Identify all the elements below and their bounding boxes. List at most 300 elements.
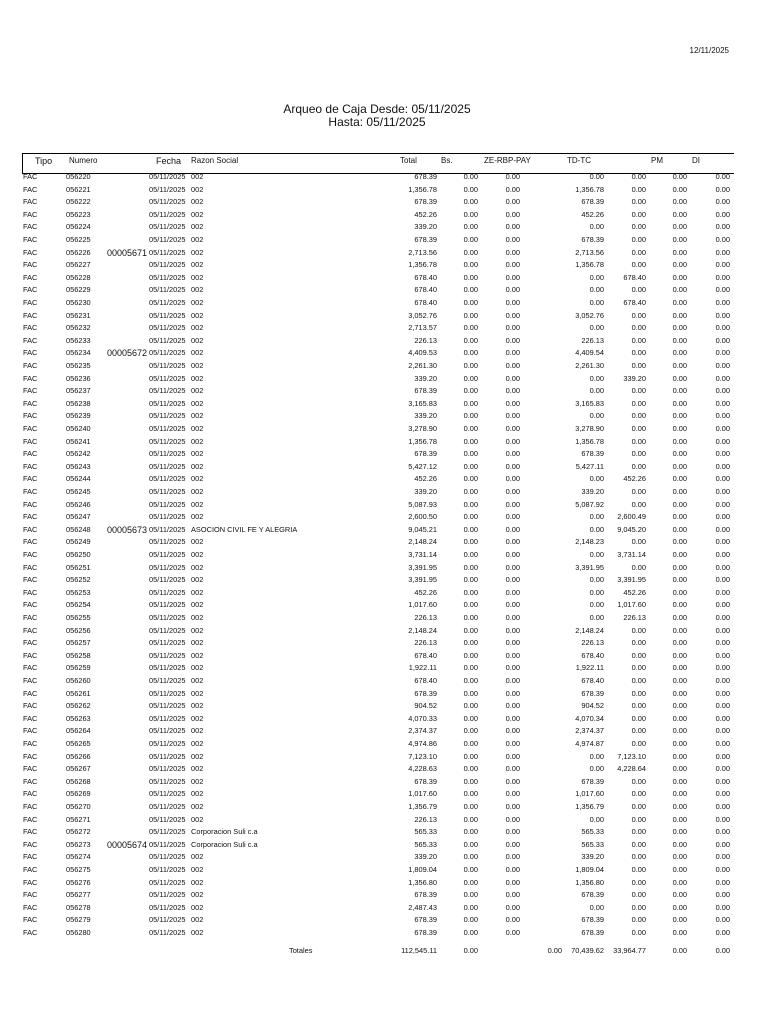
cell-tipo: FAC <box>23 461 38 471</box>
cell-numero: 056238 <box>66 398 91 408</box>
cell-total: 3,165.83 <box>408 398 437 408</box>
cell-total: 4,409.53 <box>408 348 437 358</box>
cell-extra: 0.00 <box>715 361 730 370</box>
cell-numero: 056254 <box>66 600 91 610</box>
cell-razon-social: 002 <box>191 713 204 723</box>
cell-di: 0.00 <box>672 524 687 534</box>
cell-fecha: 05/11/2025 <box>149 285 186 295</box>
cell-ze-rbp-pay: 0.00 <box>505 487 520 496</box>
cell-extra: 0.00 <box>715 398 730 408</box>
cell-total: 339.20 <box>414 411 437 421</box>
table-row <box>0 927 768 940</box>
cell-numero: 056225 <box>66 235 91 244</box>
cell-razon-social: 002 <box>191 222 204 232</box>
cell-razon-social: 002 <box>191 209 204 219</box>
cell-extra: 0.00 <box>715 209 730 219</box>
cell-total: 339.20 <box>414 852 437 862</box>
cell-di: 0.00 <box>672 272 687 282</box>
cell-razon-social: 002 <box>191 512 204 522</box>
header-di: DI <box>692 156 700 165</box>
cell-razon-social: 002 <box>191 235 204 244</box>
table-row <box>0 196 768 209</box>
cell-di: 0.00 <box>672 890 687 900</box>
cell-tipo: FAC <box>23 839 38 849</box>
cell-fecha: 05/11/2025 <box>149 222 186 232</box>
cell-tipo: FAC <box>23 335 38 345</box>
cell-di: 0.00 <box>672 827 687 837</box>
cell-td-tc: 0.00 <box>589 172 604 181</box>
cell-pm: 339.20 <box>623 373 646 383</box>
cell-ze-rbp-pay: 0.00 <box>505 285 520 295</box>
cell-fecha: 05/11/2025 <box>149 802 186 811</box>
cell-pm: 0.00 <box>631 865 646 874</box>
cell-total: 678.39 <box>414 386 437 396</box>
cell-bs: 0.00 <box>463 587 478 597</box>
cell-extra: 0.00 <box>715 600 730 610</box>
cell-fecha: 05/11/2025 <box>149 411 186 421</box>
cell-pm: 0.00 <box>631 222 646 232</box>
cell-td-tc: 1,356.79 <box>575 802 604 811</box>
cell-extra: 0.00 <box>715 877 730 887</box>
cell-total: 4,974.86 <box>408 739 437 748</box>
cell-numero: 056243 <box>66 461 91 471</box>
cell-fecha: 05/11/2025 <box>149 764 186 774</box>
cell-td-tc: 4,070.34 <box>575 713 604 723</box>
table-row <box>0 725 768 738</box>
cell-total: 2,600.50 <box>408 512 437 522</box>
cell-numero: 056237 <box>66 386 91 396</box>
cell-ze-rbp-pay: 0.00 <box>505 361 520 370</box>
cell-numero: 056235 <box>66 361 91 370</box>
cell-td-tc: 2,148.23 <box>575 537 604 547</box>
cell-total: 2,148.24 <box>408 625 437 635</box>
cell-pm: 0.00 <box>631 852 646 862</box>
cell-total: 452.26 <box>414 474 437 484</box>
cell-total: 1,356.79 <box>408 802 437 811</box>
cell-razon-social: Corporacion Suli c.a <box>191 827 258 837</box>
cell-total: 226.13 <box>414 814 437 824</box>
cell-bs: 0.00 <box>463 613 478 622</box>
cell-fecha: 05/11/2025 <box>149 512 186 522</box>
cell-di: 0.00 <box>672 386 687 396</box>
cell-razon-social: 002 <box>191 361 204 370</box>
cell-extra: 0.00 <box>715 348 730 358</box>
cell-pm: 2,600.49 <box>617 512 646 522</box>
cell-fecha: 05/11/2025 <box>149 852 186 862</box>
cell-td-tc: 226.13 <box>581 638 604 648</box>
cell-pm: 0.00 <box>631 802 646 811</box>
cell-pm: 0.00 <box>631 650 646 660</box>
cell-total: 452.26 <box>414 587 437 597</box>
cell-tipo: FAC <box>23 562 38 572</box>
cell-razon-social: 002 <box>191 928 204 937</box>
cell-extra: 0.00 <box>715 461 730 471</box>
cell-numero: 056251 <box>66 562 91 572</box>
cell-ze-rbp-pay: 0.00 <box>505 600 520 610</box>
cell-td-tc: 2,374.37 <box>575 726 604 736</box>
cell-total: 452.26 <box>414 209 437 219</box>
cell-td-tc: 339.20 <box>581 487 604 496</box>
totals-ze-rbp-pay: 0.00 <box>547 946 562 955</box>
table-row <box>0 234 768 247</box>
cell-razon-social: 002 <box>191 323 204 333</box>
cell-di: 0.00 <box>672 512 687 522</box>
cell-razon-social: 002 <box>191 613 204 622</box>
cell-total: 904.52 <box>414 701 437 711</box>
cell-fecha: 05/11/2025 <box>149 562 186 572</box>
cell-razon-social: 002 <box>191 739 204 748</box>
cell-fecha: 05/11/2025 <box>149 890 186 900</box>
cell-extra: 0.00 <box>715 562 730 572</box>
cell-ze-rbp-pay: 0.00 <box>505 575 520 585</box>
table-row <box>0 511 768 524</box>
totals-row <box>0 945 768 957</box>
cell-total: 678.39 <box>414 928 437 937</box>
table-row <box>0 373 768 386</box>
cell-numero: 056229 <box>66 285 91 295</box>
cell-td-tc: 0.00 <box>589 285 604 295</box>
cell-razon-social: 002 <box>191 247 204 257</box>
cell-ze-rbp-pay: 0.00 <box>505 461 520 471</box>
cell-tipo: FAC <box>23 272 38 282</box>
cell-di: 0.00 <box>672 361 687 370</box>
cell-pm: 0.00 <box>631 739 646 748</box>
cell-razon-social: 002 <box>191 789 204 799</box>
cell-pm: 3,391.95 <box>617 575 646 585</box>
table-row <box>0 473 768 486</box>
cell-numero: 056245 <box>66 487 91 496</box>
cell-razon-social: 002 <box>191 260 204 270</box>
cell-fecha: 05/11/2025 <box>149 915 186 925</box>
table-row <box>0 801 768 814</box>
table-row <box>0 738 768 751</box>
cell-ze-rbp-pay: 0.00 <box>505 335 520 345</box>
cell-td-tc: 3,278.90 <box>575 424 604 433</box>
cell-pm: 0.00 <box>631 386 646 396</box>
cell-di: 0.00 <box>672 915 687 925</box>
cell-ze-rbp-pay: 0.00 <box>505 524 520 534</box>
cell-tipo: FAC <box>23 776 38 786</box>
cell-razon-social: 002 <box>191 436 204 446</box>
cell-extra: 0.00 <box>715 323 730 333</box>
cell-td-tc: 226.13 <box>581 335 604 345</box>
cell-di: 0.00 <box>672 449 687 459</box>
cell-numero: 056223 <box>66 209 91 219</box>
cell-extra: 0.00 <box>715 272 730 282</box>
cell-bs: 0.00 <box>463 663 478 673</box>
cell-extra: 0.00 <box>715 172 730 181</box>
cell-fecha: 05/11/2025 <box>149 524 186 534</box>
table-row <box>0 751 768 764</box>
cell-tipo: FAC <box>23 663 38 673</box>
cell-td-tc: 0.00 <box>589 298 604 307</box>
cell-total: 2,487.43 <box>408 902 437 912</box>
cell-ze-rbp-pay: 0.00 <box>505 348 520 358</box>
cell-numero: 056224 <box>66 222 91 232</box>
cell-ze-rbp-pay: 0.00 <box>505 424 520 433</box>
cell-total: 1,922.11 <box>408 663 437 673</box>
cell-razon-social: 002 <box>191 562 204 572</box>
cell-tipo: FAC <box>23 928 38 937</box>
cell-pm: 0.00 <box>631 890 646 900</box>
cell-numero: 056232 <box>66 323 91 333</box>
table-row <box>0 839 768 852</box>
cell-tipo: FAC <box>23 625 38 635</box>
cell-total: 3,391.95 <box>408 575 437 585</box>
cell-total: 2,713.57 <box>408 323 437 333</box>
cell-numero: 056261 <box>66 688 91 698</box>
cell-di: 0.00 <box>672 247 687 257</box>
cell-fecha: 05/11/2025 <box>149 663 186 673</box>
table-row <box>0 184 768 197</box>
cell-total: 678.39 <box>414 235 437 244</box>
cell-razon-social: ASOCION CIVIL FE Y ALEGRIA <box>191 524 298 534</box>
cell-td-tc: 0.00 <box>589 272 604 282</box>
cell-pm: 0.00 <box>631 398 646 408</box>
cell-bs: 0.00 <box>463 890 478 900</box>
cell-pm: 0.00 <box>631 789 646 799</box>
cell-razon-social: 002 <box>191 802 204 811</box>
cell-tipo: FAC <box>23 537 38 547</box>
cell-numero: 056244 <box>66 474 91 484</box>
cell-bs: 0.00 <box>463 739 478 748</box>
cell-extra: 0.00 <box>715 386 730 396</box>
cell-bs: 0.00 <box>463 524 478 534</box>
cell-total: 3,052.76 <box>408 310 437 320</box>
cell-tipo: FAC <box>23 751 38 761</box>
cell-tipo: FAC <box>23 361 38 370</box>
cell-razon-social: Corporacion Suli c.a <box>191 839 258 849</box>
cell-bs: 0.00 <box>463 449 478 459</box>
cell-tipo: FAC <box>23 348 38 358</box>
cell-di: 0.00 <box>672 474 687 484</box>
table-row <box>0 322 768 335</box>
cell-extra: 0.00 <box>715 625 730 635</box>
cell-pm: 0.00 <box>631 310 646 320</box>
table-row <box>0 814 768 827</box>
cell-bs: 0.00 <box>463 625 478 635</box>
cell-tipo: FAC <box>23 285 38 295</box>
table-row <box>0 360 768 373</box>
table-row <box>0 398 768 411</box>
cell-pm: 452.26 <box>623 474 646 484</box>
cell-extra: 0.00 <box>715 310 730 320</box>
header-fecha: Fecha <box>156 156 182 166</box>
cell-bs: 0.00 <box>463 260 478 270</box>
cell-td-tc: 0.00 <box>589 323 604 333</box>
cell-di: 0.00 <box>672 323 687 333</box>
cell-extra: 0.00 <box>715 298 730 307</box>
table-row <box>0 776 768 789</box>
cell-numero: 056239 <box>66 411 91 421</box>
cell-bs: 0.00 <box>463 789 478 799</box>
cell-extra: 0.00 <box>715 713 730 723</box>
cell-di: 0.00 <box>672 814 687 824</box>
cell-tipo: FAC <box>23 310 38 320</box>
cell-ze-rbp-pay: 0.00 <box>505 663 520 673</box>
cell-total: 678.39 <box>414 449 437 459</box>
cell-extra: 0.00 <box>715 474 730 484</box>
cell-control: 00005674 <box>107 839 148 850</box>
cell-razon-social: 002 <box>191 184 204 194</box>
cell-ze-rbp-pay: 0.00 <box>505 915 520 925</box>
cell-pm: 0.00 <box>631 902 646 912</box>
table-row <box>0 562 768 575</box>
cell-tipo: FAC <box>23 701 38 711</box>
cell-total: 2,261.30 <box>408 361 437 370</box>
cell-numero: 056234 <box>66 348 91 358</box>
cell-pm: 9,045.20 <box>617 524 646 534</box>
cell-fecha: 05/11/2025 <box>149 474 186 484</box>
cell-fecha: 05/11/2025 <box>149 688 186 698</box>
cell-tipo: FAC <box>23 713 38 723</box>
cell-di: 0.00 <box>672 902 687 912</box>
cell-ze-rbp-pay: 0.00 <box>505 235 520 244</box>
table-row <box>0 171 768 184</box>
cell-bs: 0.00 <box>463 411 478 421</box>
cell-pm: 0.00 <box>631 323 646 333</box>
cell-fecha: 05/11/2025 <box>149 613 186 622</box>
cell-td-tc: 0.00 <box>589 575 604 585</box>
cell-numero: 056262 <box>66 701 91 711</box>
cell-total: 1,356.78 <box>408 184 437 194</box>
cell-ze-rbp-pay: 0.00 <box>505 587 520 597</box>
cell-fecha: 05/11/2025 <box>149 839 186 849</box>
cell-extra: 0.00 <box>715 902 730 912</box>
cell-numero: 056269 <box>66 789 91 799</box>
table-row <box>0 914 768 927</box>
cell-razon-social: 002 <box>191 474 204 484</box>
cell-total: 9,045.21 <box>408 524 437 534</box>
cell-di: 0.00 <box>672 751 687 761</box>
cell-extra: 0.00 <box>715 638 730 648</box>
cell-fecha: 05/11/2025 <box>149 575 186 585</box>
cell-razon-social: 002 <box>191 335 204 345</box>
cell-di: 0.00 <box>672 348 687 358</box>
cell-extra: 0.00 <box>715 260 730 270</box>
cell-control: 00005673 <box>107 524 148 535</box>
cell-ze-rbp-pay: 0.00 <box>505 726 520 736</box>
cell-td-tc: 452.26 <box>581 209 604 219</box>
cell-extra: 0.00 <box>715 373 730 383</box>
table-row <box>0 612 768 625</box>
cell-total: 678.39 <box>414 197 437 207</box>
cell-razon-social: 002 <box>191 890 204 900</box>
cell-extra: 0.00 <box>715 814 730 824</box>
cell-di: 0.00 <box>672 865 687 874</box>
cell-control: 00005672 <box>107 348 148 359</box>
cell-bs: 0.00 <box>463 222 478 232</box>
cell-numero: 056279 <box>66 915 91 925</box>
cell-razon-social: 002 <box>191 726 204 736</box>
cell-bs: 0.00 <box>463 915 478 925</box>
cell-tipo: FAC <box>23 650 38 660</box>
cell-razon-social: 002 <box>191 650 204 660</box>
cell-extra: 0.00 <box>715 650 730 660</box>
cell-tipo: FAC <box>23 474 38 484</box>
cell-razon-social: 002 <box>191 676 204 685</box>
table-row <box>0 688 768 701</box>
totals-total: 112,545.11 <box>401 946 437 955</box>
cell-fecha: 05/11/2025 <box>149 247 186 257</box>
cell-fecha: 05/11/2025 <box>149 499 186 509</box>
cell-td-tc: 1,922.11 <box>575 663 604 673</box>
cell-extra: 0.00 <box>715 865 730 874</box>
cell-ze-rbp-pay: 0.00 <box>505 499 520 509</box>
cell-tipo: FAC <box>23 877 38 887</box>
cell-razon-social: 002 <box>191 449 204 459</box>
cell-ze-rbp-pay: 0.00 <box>505 172 520 181</box>
cell-pm: 0.00 <box>631 625 646 635</box>
table-row <box>0 637 768 650</box>
cell-ze-rbp-pay: 0.00 <box>505 902 520 912</box>
cell-pm: 0.00 <box>631 713 646 723</box>
cell-total: 678.39 <box>414 776 437 786</box>
cell-fecha: 05/11/2025 <box>149 928 186 937</box>
cell-pm: 0.00 <box>631 209 646 219</box>
cell-ze-rbp-pay: 0.00 <box>505 550 520 559</box>
cell-numero: 056280 <box>66 928 91 937</box>
cell-td-tc: 0.00 <box>589 902 604 912</box>
totals-bs: 0.00 <box>463 946 478 955</box>
cell-ze-rbp-pay: 0.00 <box>505 613 520 622</box>
cell-td-tc: 0.00 <box>589 474 604 484</box>
cell-td-tc: 904.52 <box>581 701 604 711</box>
cell-total: 565.33 <box>414 839 437 849</box>
cell-pm: 0.00 <box>631 172 646 181</box>
cell-td-tc: 0.00 <box>589 222 604 232</box>
cell-bs: 0.00 <box>463 676 478 685</box>
cell-tipo: FAC <box>23 436 38 446</box>
table-row <box>0 549 768 562</box>
cell-fecha: 05/11/2025 <box>149 865 186 874</box>
header-numero: Numero <box>69 156 98 165</box>
cell-pm: 0.00 <box>631 424 646 433</box>
cell-ze-rbp-pay: 0.00 <box>505 323 520 333</box>
cell-di: 0.00 <box>672 550 687 559</box>
cell-tipo: FAC <box>23 386 38 396</box>
table-row <box>0 221 768 234</box>
cell-pm: 678.40 <box>623 272 646 282</box>
cell-numero: 056268 <box>66 776 91 786</box>
cell-numero: 056246 <box>66 499 91 509</box>
cell-pm: 7,123.10 <box>617 751 646 761</box>
cell-di: 0.00 <box>672 600 687 610</box>
cell-ze-rbp-pay: 0.00 <box>505 209 520 219</box>
cell-fecha: 05/11/2025 <box>149 902 186 912</box>
cell-ze-rbp-pay: 0.00 <box>505 827 520 837</box>
cell-pm: 4,228.64 <box>617 764 646 774</box>
cell-extra: 0.00 <box>715 285 730 295</box>
cell-fecha: 05/11/2025 <box>149 260 186 270</box>
cell-bs: 0.00 <box>463 512 478 522</box>
cell-td-tc: 339.20 <box>581 852 604 862</box>
table-row <box>0 335 768 348</box>
cell-td-tc: 678.40 <box>581 676 604 685</box>
cell-di: 0.00 <box>672 638 687 648</box>
cell-pm: 226.13 <box>623 613 646 622</box>
cell-razon-social: 002 <box>191 638 204 648</box>
cell-bs: 0.00 <box>463 386 478 396</box>
cell-razon-social: 002 <box>191 688 204 698</box>
cell-fecha: 05/11/2025 <box>149 461 186 471</box>
cell-di: 0.00 <box>672 650 687 660</box>
cell-numero: 056267 <box>66 764 91 774</box>
cell-pm: 0.00 <box>631 915 646 925</box>
cell-fecha: 05/11/2025 <box>149 487 186 496</box>
cell-td-tc: 2,148.24 <box>575 625 604 635</box>
cell-ze-rbp-pay: 0.00 <box>505 865 520 874</box>
